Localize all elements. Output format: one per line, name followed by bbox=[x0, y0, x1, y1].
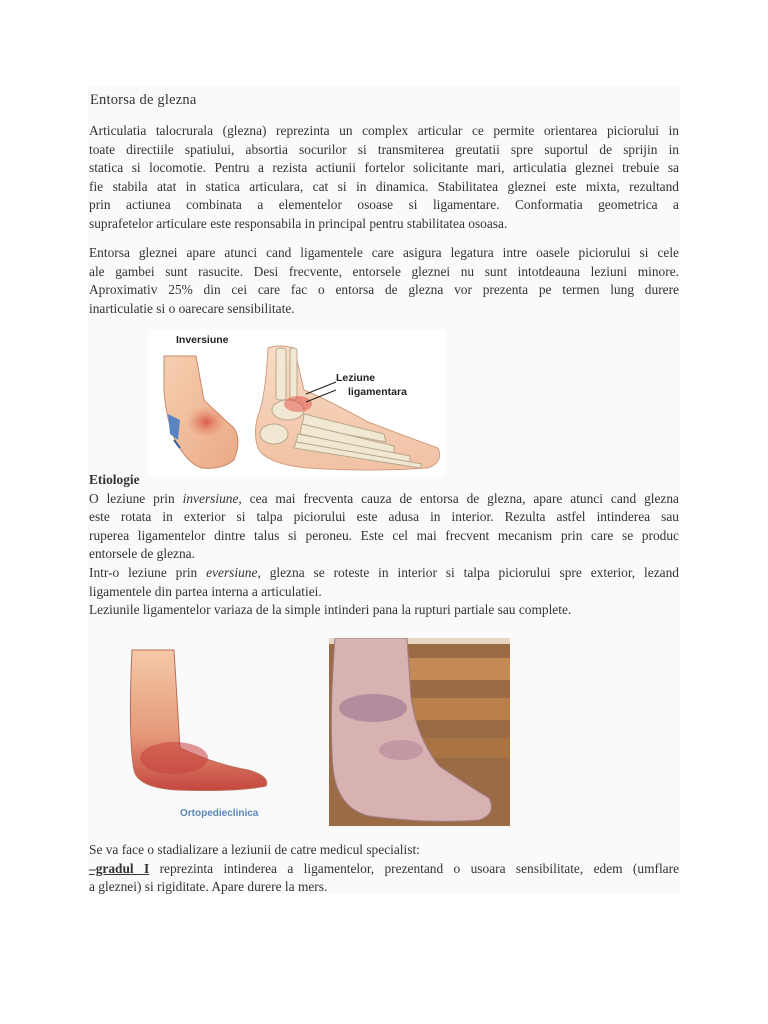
paragraph-line: ale gambei sunt rasucite. Desi frecvente, entorsele gleznei nu sunt intotdeauna leziuni minore. bbox=[89, 263, 679, 279]
document-title: Entorsa de glezna bbox=[90, 92, 197, 108]
sprain-paragraph bbox=[89, 244, 679, 318]
inversion-label: Inversiune bbox=[176, 334, 229, 346]
paragraph-line bbox=[89, 564, 679, 583]
paragraph-line: Entorsa gleznei apare atunci cand ligamentele care asigura legatura intre oasele piciorului si cele bbox=[89, 245, 679, 260]
paragraph-line bbox=[89, 490, 679, 509]
brand-watermark: Ortopedieclinica bbox=[180, 808, 259, 819]
grade-one-label: –gradul I bbox=[89, 860, 150, 876]
paragraph-line: Se va face o stadializare a leziunii de catre medicul specialist: bbox=[89, 842, 420, 857]
paragraph-line: statica si locomotie. Pentru a rezista actiunii fortelor solicitante mari, articulatia gleznei trebuie sa bbox=[89, 160, 679, 176]
text-run: reprezinta intinderea a ligamentelor, prezentand o usoara sensibilitate, edem (umflare bbox=[149, 860, 680, 876]
text-run: Intr-o leziune prin bbox=[89, 564, 207, 580]
etiology-heading: Etiologie bbox=[89, 472, 140, 487]
paragraph-line: ligamentele din partea interna a articulatiei. bbox=[89, 583, 322, 599]
staging-section bbox=[89, 841, 679, 897]
paragraph-line: ruperea ligamentelor dintre talus si peroneu. Este cel mai frecvent mecanism prin care se produc bbox=[89, 527, 679, 543]
ankle-illustration-graphic bbox=[148, 330, 446, 476]
lesion-label-line1: Leziune bbox=[336, 372, 376, 384]
ankle-photos bbox=[118, 638, 510, 826]
swollen-foot-graphic bbox=[329, 638, 510, 826]
eversion-term: eversiune bbox=[206, 564, 258, 580]
paragraph-line: inarticulatie si o oarecare sensibilitate. bbox=[89, 300, 295, 316]
lesion-label-line2: ligamentara bbox=[348, 386, 407, 398]
paragraph-line: prin actiunea combinata a elementelor osoase si ligamentare. Conformatia geometrica a bbox=[89, 197, 679, 213]
paragraph-line: suprafetelor articulare este responsabila in principal pentru stabilitatea osoasa. bbox=[89, 215, 508, 231]
paragraph-line: Articulatia talocrurala (glezna) reprezinta un complex articular ce permite orientarea piciorului in bbox=[89, 123, 679, 138]
paragraph-line: toate directiile spatiului, absortia socurilor si transmiterea greutatii spre suportul de sprijin in bbox=[89, 141, 679, 157]
paragraph-line: Leziunile ligamentelor variaza de la simple intinderi pana la rupturi partiale sau complete. bbox=[89, 602, 572, 618]
inversion-term: inversiune bbox=[182, 490, 239, 506]
paragraph-line bbox=[89, 860, 679, 879]
text-run: , cea mai frecventa cauza de entorsa de glezna, apare atunci cand glezna bbox=[238, 490, 680, 506]
text-run: O leziune prin bbox=[89, 490, 183, 506]
paragraph-line: entorsele de glezna. bbox=[89, 546, 195, 562]
text-run: , glezna se roteste in interior si talpa piciorului spre exterior, lezand bbox=[257, 564, 679, 580]
paragraph-line: a gleznei) si rigiditate. Apare durere la mers. bbox=[89, 879, 328, 895]
swollen-foot-photo bbox=[329, 638, 510, 826]
swollen-ankle-illustration bbox=[118, 638, 318, 826]
intro-paragraph bbox=[89, 122, 679, 234]
etiology-section bbox=[89, 471, 679, 620]
paragraph-line: Aproximativ 25% din cei care fac o entorsa de glezna vor prezenta pe termen lung durere bbox=[89, 282, 679, 298]
inversion-illustration bbox=[148, 330, 446, 476]
paragraph-line: este rotata in exterior si talpa piciorului este adusa in interior. Rezulta astfel intinderea sau bbox=[89, 509, 679, 525]
paragraph-line: fie stabila atat in statica articulara, cat si in dinamica. Stabilitatea gleznei este mixta, rezultand bbox=[89, 178, 679, 194]
